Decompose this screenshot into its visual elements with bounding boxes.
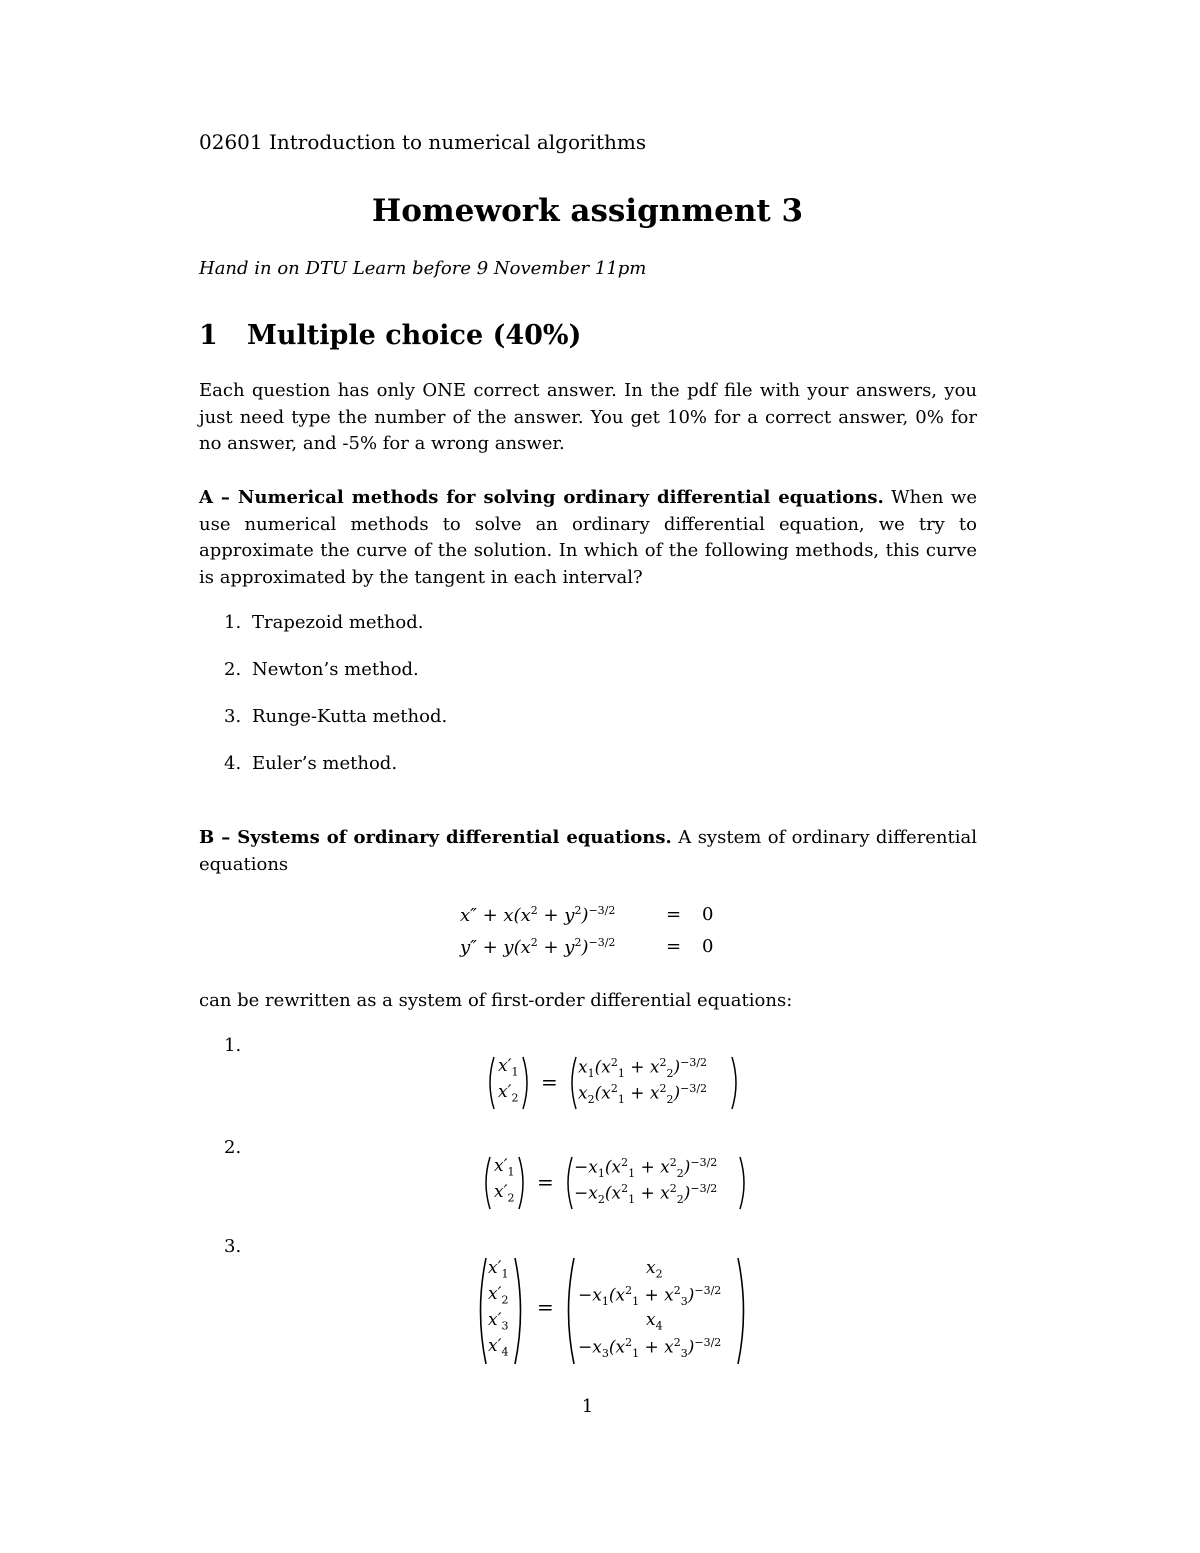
lhs-entry: $x'_1$	[498, 1056, 519, 1079]
option-b-2-number: 2.	[224, 1137, 242, 1158]
section-title: Multiple choice (40%)	[247, 320, 582, 351]
equals-sign: =	[666, 904, 682, 925]
left-paren-icon	[562, 1256, 576, 1366]
equals-sign: =	[666, 936, 682, 957]
rhs-entry: $x_4$	[646, 1310, 663, 1333]
section-intro: Each question has only ONE correct answer. In the pdf file with your answers, you just need type the number of the answer. You get 10% for a correct answer, 0% for no answer, and -5% for a wrong answer.	[199, 380, 977, 454]
rhs-entry: $x_1(x^2_1 + x^2_2)^{-3/2}$	[578, 1056, 708, 1081]
ode-equation-2: $y'' + y(x^2 + y^2)^{-3/2}$	[460, 936, 616, 958]
option-number: 1.	[224, 612, 242, 633]
course-title: 02601 Introduction to numerical algorithms	[199, 130, 647, 154]
left-paren-icon	[484, 1055, 496, 1111]
right-paren-icon	[736, 1256, 750, 1366]
ode-equation-1: $x'' + x(x^2 + y^2)^{-3/2}$	[460, 904, 616, 926]
option-text: Euler’s method.	[252, 753, 398, 774]
option-a-2	[224, 659, 419, 680]
rhs-entry: $x_2$	[646, 1258, 663, 1281]
section-number: 1	[199, 320, 218, 351]
option-text: Newton’s method.	[252, 659, 419, 680]
lhs-entry: $x'_1$	[488, 1258, 509, 1281]
question-a-label: A – Numerical methods for solving ordinary differential equations.	[199, 487, 884, 508]
lhs-entry: $x'_2$	[488, 1284, 509, 1307]
right-paren-icon	[738, 1155, 750, 1211]
question-b-after: can be rewritten as a system of first-order differential equations:	[199, 990, 793, 1011]
option-a-4	[224, 753, 397, 774]
lhs-entry: $x'_2$	[494, 1182, 515, 1205]
option-a-3	[224, 706, 447, 727]
option-text: Trapezoid method.	[252, 612, 424, 633]
right-paren-icon	[730, 1055, 742, 1111]
rhs-entry: $-x_1(x^2_1 + x^2_2)^{-3/2}$	[574, 1156, 718, 1181]
left-paren-icon	[566, 1055, 578, 1111]
rhs-entry: $-x_3(x^2_1 + x^2_3)^{-3/2}$	[578, 1336, 722, 1361]
question-b	[199, 825, 977, 878]
equals-sign: =	[537, 1295, 554, 1319]
option-a-1	[224, 612, 423, 633]
deadline: Hand in on DTU Learn before 9 November 11pm	[199, 258, 647, 279]
option-b-1-number: 1.	[224, 1035, 242, 1056]
option-number: 2.	[224, 659, 242, 680]
equals-sign: =	[541, 1070, 558, 1094]
option-b-3-number: 3.	[224, 1236, 242, 1257]
question-b-text: A system of ordinary differential equations	[199, 827, 977, 875]
question-a-text: When we use numerical methods to solve an ordinary differential equation, we try to approximate the curve of the solution. In which of the following methods, this curve is approximated by the tangent in each interval?	[199, 487, 977, 588]
right-paren-icon	[513, 1256, 527, 1366]
page-number: 1	[581, 1396, 594, 1417]
question-b-label: B – Systems of ordinary differential equations.	[199, 827, 672, 848]
lhs-entry: $x'_2$	[498, 1082, 519, 1105]
left-paren-icon	[562, 1155, 574, 1211]
left-paren-icon	[480, 1155, 492, 1211]
option-number: 4.	[224, 753, 242, 774]
section-heading	[199, 320, 581, 351]
rhs-zero: 0	[702, 904, 714, 925]
rhs-entry: $-x_2(x^2_1 + x^2_2)^{-3/2}$	[574, 1182, 718, 1207]
question-a	[199, 485, 977, 591]
equals-sign: =	[537, 1170, 554, 1194]
lhs-entry: $x'_4$	[488, 1336, 509, 1359]
lhs-entry: $x'_3$	[488, 1310, 509, 1333]
rhs-entry: $-x_1(x^2_1 + x^2_3)^{-3/2}$	[578, 1284, 722, 1309]
rhs-entry: $x_2(x^2_1 + x^2_2)^{-3/2}$	[578, 1082, 708, 1107]
option-text: Runge-Kutta method.	[252, 706, 448, 727]
right-paren-icon	[517, 1155, 529, 1211]
lhs-entry: $x'_1$	[494, 1156, 515, 1179]
right-paren-icon	[521, 1055, 533, 1111]
page-title: Homework assignment 3	[371, 193, 804, 229]
rhs-zero: 0	[702, 936, 714, 957]
option-number: 3.	[224, 706, 242, 727]
left-paren-icon	[474, 1256, 488, 1366]
